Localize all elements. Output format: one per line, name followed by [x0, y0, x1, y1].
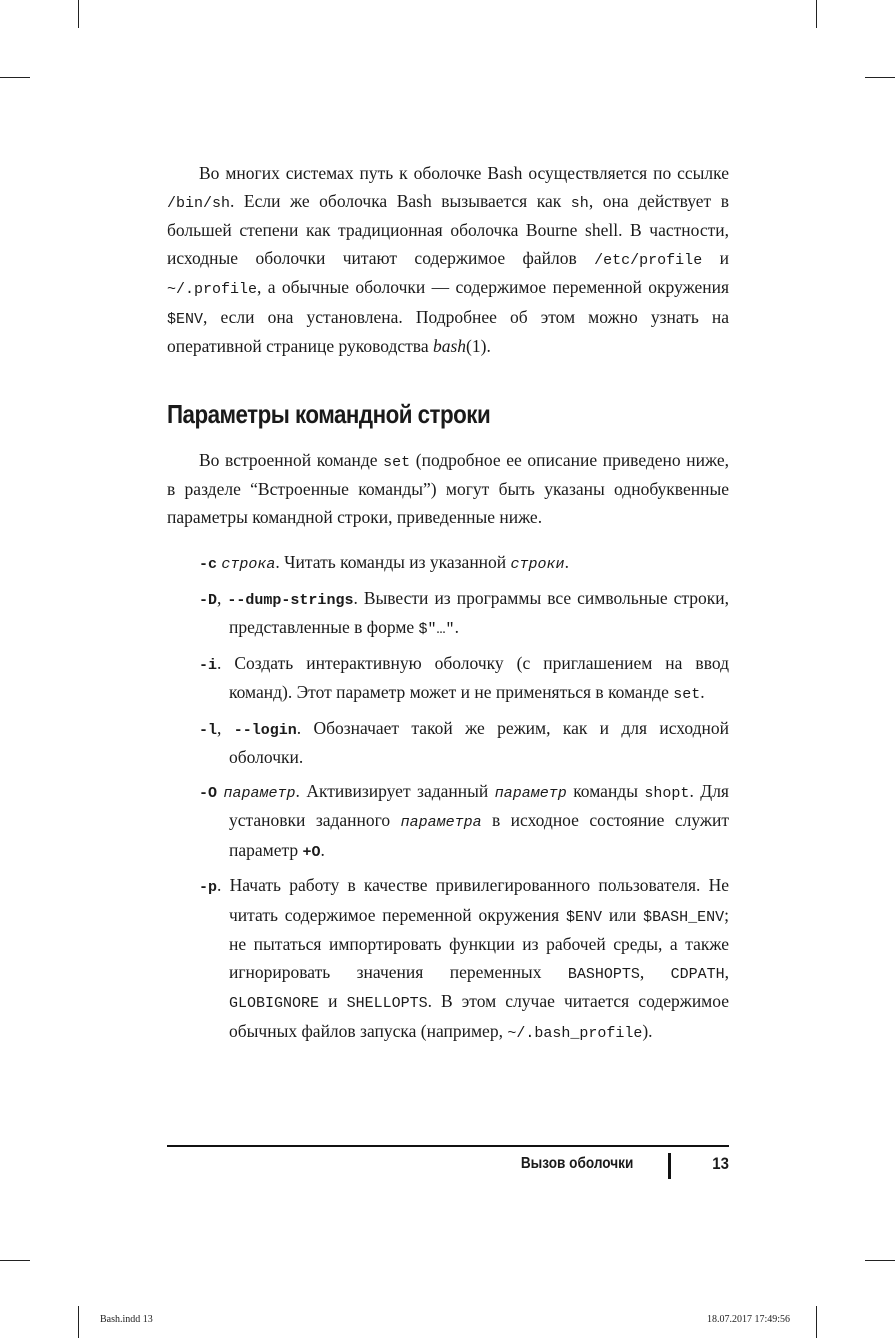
folio-divider [668, 1153, 671, 1179]
running-title: Вызов оболочки [520, 1155, 633, 1172]
option-list [167, 549, 729, 1047]
slug-date: 18.07.2017 17:49:56 [706, 1314, 790, 1325]
intro-paragraph: Во многих системах путь к оболочке Bash осуществляется по ссылке /bin/sh. Если же оболочка Bash вызывается как sh, она действует в большей степени как традиционная оболочка Bourne shell. В частности, исходные оболочки читают содержимое файлов /etc/profile и ~/.profile, а обычные оболочки — содержимое переменной окружения $ENV, если она установлена. Подробнее об этом можно узнать на оперативной странице руководства bash(1). [167, 163, 729, 356]
crop-mark-right-bottom [865, 1260, 895, 1261]
option-i: -i. Создать интерактивную оболочку (с приглашением на ввод команд). Этот параметр может и не применяться в команде set. [199, 652, 729, 703]
page-body [167, 160, 729, 1053]
crop-mark-left-top [0, 77, 30, 78]
crop-mark-left-bottom [0, 1260, 30, 1261]
footer-rule [167, 1145, 729, 1147]
slug-file: Bash.indd 13 [100, 1314, 153, 1325]
option-O: -O параметр. Активизирует заданный параметр команды shopt. Для установки заданного параметра в исходное состояние служит параметр +O. [199, 780, 729, 861]
page-number: 13 [712, 1154, 729, 1173]
crop-mark-top-right [816, 0, 817, 28]
crop-mark-bottom-left [78, 1306, 79, 1338]
option-p: -p. Начать работу в качестве привилегированного пользователя. Не читать содержимое переменной окружения $ENV или $BASH_ENV; не пытаться импортировать функции из рабочей среды, а также игнорировать значения переменных BASHOPTS, CDPATH, GLOBIGNORE и SHELLOPTS. В этом случае читается содержимое обычных файлов запуска (например, ~/.bash_profile). [199, 875, 730, 1042]
section-heading: Параметры командной строки [167, 398, 491, 429]
crop-mark-bottom-right [816, 1306, 817, 1338]
option-c: -c строка. Читать команды из указанной строки. [199, 552, 569, 573]
crop-mark-top-left [78, 0, 79, 28]
options-intro-paragraph: Во встроенной команде set (подробное ее описание приведено ниже, в разделе “Встроенные команды”) могут быть указаны однобуквенные параметры командной строки, приведенные ниже. [167, 449, 729, 527]
crop-mark-right-top [865, 77, 895, 78]
option-l: -l, --login. Обозначает такой же режим, как и для исходной оболочки. [199, 717, 730, 767]
option-D: -D, --dump-strings. Вывести из программы все символьные строки, представленные в форме $"…". [199, 587, 730, 638]
